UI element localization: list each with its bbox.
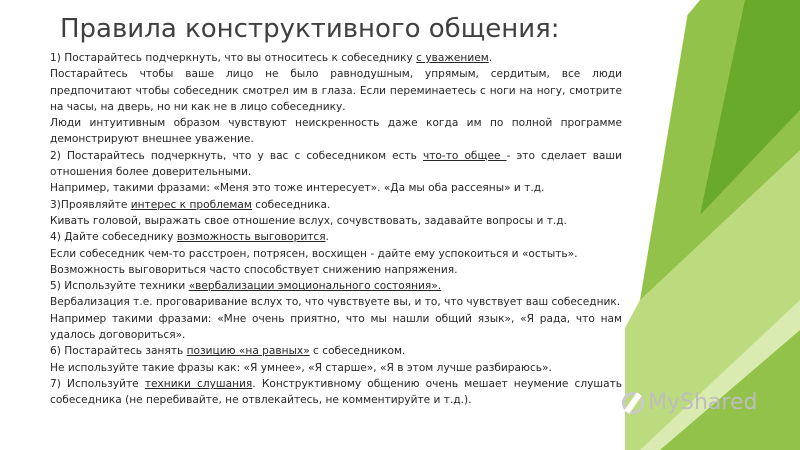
paragraph: Кивать головой, выражать свое отношение вслух, сочувствовать, задавайте вопросы и т.д. bbox=[50, 214, 567, 227]
paragraph: Люди интуитивным образом чувствуют неискренность даже когда им по полной программе демонстрируют внешнее уважение. bbox=[50, 117, 622, 146]
paragraph: Например, такими фразами: «Меня это тоже интересует». «Да мы оба рассеяны» и т.д. bbox=[50, 182, 545, 195]
myshared-logo-icon bbox=[622, 392, 644, 414]
rule-4: 4) Дайте собеседнику возможность выговорится. bbox=[50, 231, 329, 244]
rule-7: 7) Используйте техники слушания. Конструктивному общению очень мешает неумение слушать собеседника (не перебивайте, не отвлекайтесь, не комментируйте и т.д.). bbox=[50, 377, 622, 407]
slide-body bbox=[50, 50, 622, 409]
watermark-text: MyShared bbox=[648, 390, 758, 415]
rule-6: 6) Постарайтесь занять позицию «на равных» с собеседником. bbox=[50, 345, 406, 358]
emphasis-equal: позицию «на равных» bbox=[186, 345, 310, 358]
emphasis-verbalization: «вербализации эмоционального состояния». bbox=[188, 280, 442, 293]
emphasis-speak-out: возможность выговорится bbox=[176, 231, 326, 244]
paragraph: Возможность выговориться часто способствует снижению напряжения. bbox=[50, 263, 458, 276]
paragraph: Постарайтесь чтобы ваше лицо не было равнодушным, упрямым, сердитым, все люди предпочитают чтобы собеседник смотрел им в глаза. Если переминаетесь с ноги на ногу, смотрите на часы, на дверь, но ни как не в лицо собеседнику. bbox=[50, 68, 622, 113]
emphasis-common: что-то общее bbox=[422, 149, 507, 162]
rule-5: 5) Используйте техники «вербализации эмоционального состояния». bbox=[50, 280, 442, 293]
paragraph: Если собеседник чем-то расстроен, потрясен, восхищен - дайте ему успокоиться и «остыть». bbox=[50, 247, 578, 260]
paragraph: Не используйте такие фразы как: «Я умнее», «Я старше», «Я в этом лучше разбираюсь». bbox=[50, 361, 552, 374]
rule-3: 3)Проявляйте интерес к проблемам собеседника. bbox=[50, 198, 331, 211]
emphasis-respect: с уважением bbox=[416, 52, 489, 64]
emphasis-interest: интерес к проблемам bbox=[130, 198, 252, 211]
watermark bbox=[622, 390, 772, 420]
emphasis-listening: техники слушания bbox=[144, 377, 253, 390]
slide-title: Правила конструктивного общения: bbox=[60, 14, 560, 44]
rule-2: 2) Постарайтесь подчеркнуть, что у вас с собеседником есть что-то общее - это сделает ваши отношения более доверительными. bbox=[50, 149, 623, 179]
rule-1: 1) Постарайтесь подчеркнуть, что вы относитесь к собеседнику с уважением. bbox=[50, 52, 493, 64]
paragraph: Вербализация т.е. проговаривание вслух то, что чувствуете вы, и то, что чувствует ваш собеседник. bbox=[50, 296, 621, 309]
paragraph: Например такими фразами: «Мне очень приятно, что мы нашли общий язык», «Я рада, что нам удалось договориться». bbox=[50, 312, 622, 342]
